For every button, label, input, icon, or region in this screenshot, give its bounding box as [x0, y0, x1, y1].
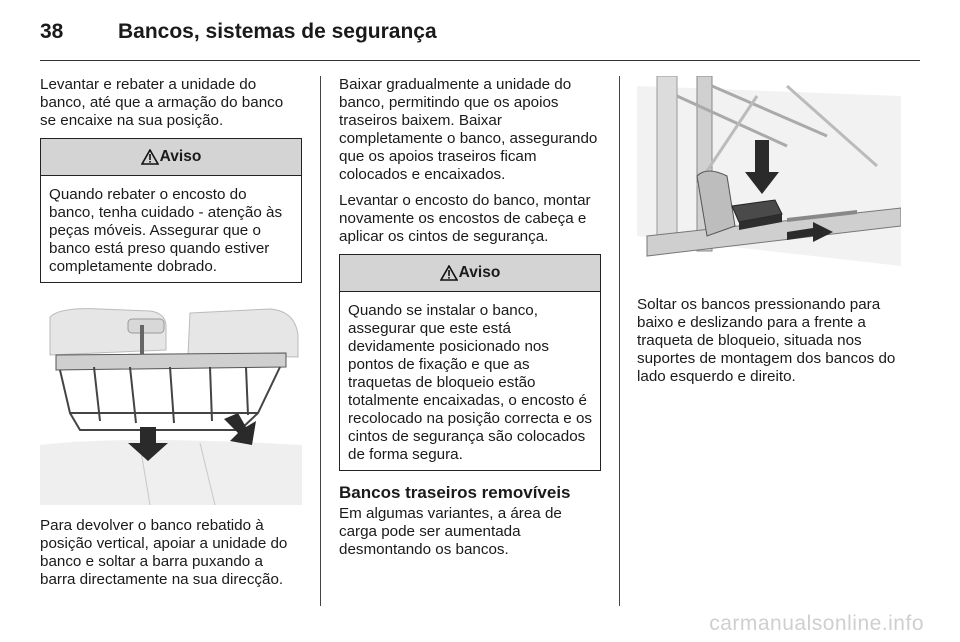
watermark: carmanualsonline.info	[709, 612, 924, 635]
column-divider	[619, 76, 620, 606]
outro-paragraph: Para devolver o banco rebatido à posição vertical, apoiar a unidade do banco e soltar a barra puxando a barra directamente na sua direcção.	[40, 517, 288, 588]
locking-latch-illustration	[637, 76, 901, 286]
release-paragraph: Soltar os bancos pressionando para baixo e deslizando para a frente a traqueta de bloqueio, situada nos suportes de montagem dos bancos do lado esquerdo e direito.	[637, 296, 896, 385]
warning-header	[340, 255, 600, 292]
intro-paragraph: Levantar e rebater a unidade do banco, até que a armação do banco se encaixe na sua posição.	[40, 76, 284, 129]
warning-box	[40, 138, 302, 283]
paragraph-raise-backrest: Levantar o encosto do banco, montar novamente os encostos de cabeça e aplicar os cintos de segurança.	[339, 192, 591, 245]
warning-text: Quando se instalar o banco, assegurar que este está devidamente posicionado nos pontos de fixação e que as traquetas de bloqueio estão totalmente encaixadas, o encosto é recolocado na posição correcta e os cintos de segurança são colocados de forma segura.	[348, 302, 592, 463]
page-number: 38	[40, 20, 64, 43]
warning-box	[339, 254, 601, 471]
header-rule	[40, 60, 920, 61]
warning-triangle-icon	[440, 265, 458, 281]
paragraph-lower-seat: Baixar gradualmente a unidade do banco, permitindo que os apoios traseiros baixem. Baixar completamente o banco, assegurando que os apoios traseiros ficam colocados e encaixados.	[339, 76, 598, 183]
page-header	[40, 14, 920, 54]
warning-text: Quando rebater o encosto do banco, tenha cuidado - atenção às peças móveis. Assegurar que o banco está preso quando estiver completamente dobrado.	[49, 186, 283, 275]
column-3	[637, 76, 901, 394]
seat-frame-illustration	[40, 295, 302, 505]
warning-title: Aviso	[159, 148, 202, 165]
section-heading: Bancos traseiros removíveis	[339, 483, 571, 502]
page-title: Bancos, sistemas de segurança	[118, 20, 437, 43]
warning-header	[41, 139, 301, 176]
column-divider	[320, 76, 321, 606]
warning-triangle-icon	[141, 149, 159, 165]
column-2	[339, 76, 601, 567]
column-1	[40, 76, 302, 597]
warning-title: Aviso	[458, 264, 501, 281]
section-paragraph: Em algumas variantes, a área de carga pode ser aumentada desmontando os bancos.	[339, 505, 562, 558]
